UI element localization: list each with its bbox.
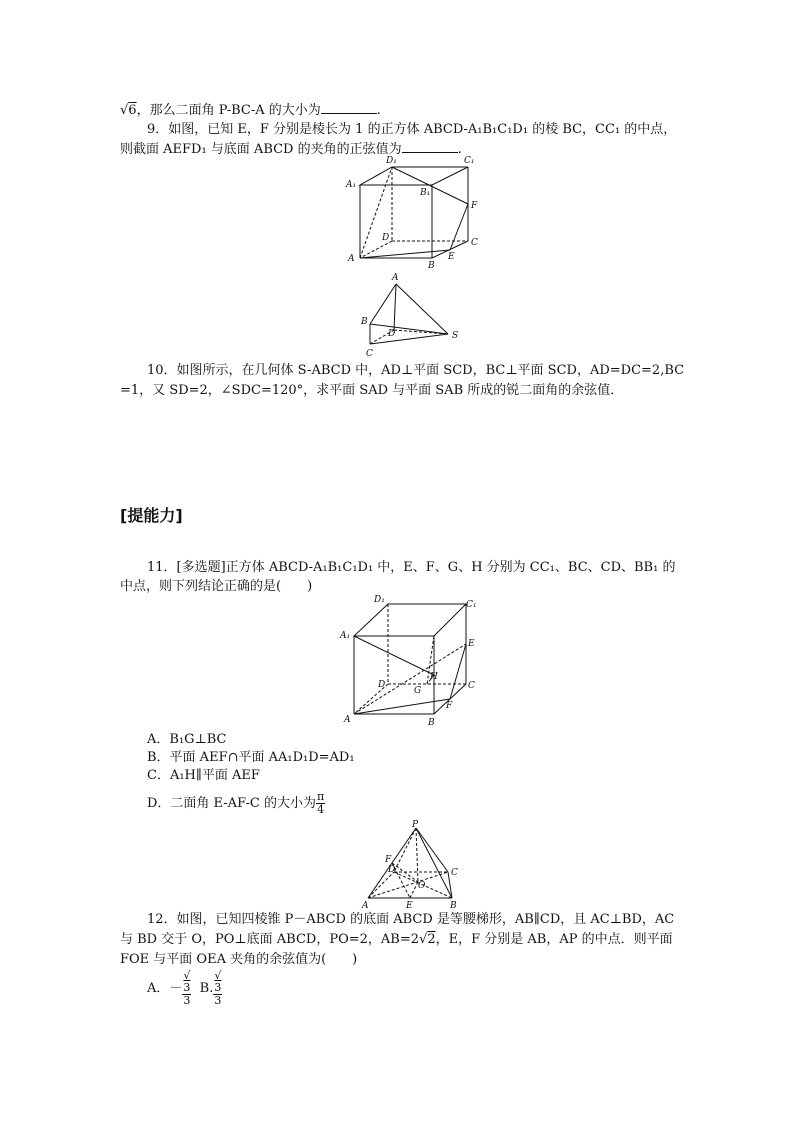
edge-EF [450, 204, 468, 250]
label-A: A [348, 254, 355, 264]
q12-options [147, 970, 707, 1007]
edge-AS [396, 284, 448, 334]
q11-option-d [147, 791, 707, 816]
edge-AD [368, 872, 394, 898]
label-C: C [468, 681, 475, 691]
q11-option-a: A．B₁G⊥BC [147, 732, 227, 747]
label-B: B [450, 901, 457, 911]
label-F: F [385, 855, 392, 865]
label-D: D [388, 329, 396, 339]
cube-top-face [354, 604, 466, 636]
label-S: S [452, 331, 459, 341]
q9-answer-blank [402, 139, 458, 153]
label-H: H [430, 672, 438, 682]
edge-AD1 [360, 167, 392, 258]
q12-line2-tail: ，E，F 分别是 AB，AP 的中点．则平面 [435, 932, 673, 947]
label-C: C [366, 349, 373, 359]
label-A1: A₁ [340, 631, 351, 641]
label-E: E [406, 901, 413, 911]
label-C1: C₁ [466, 600, 477, 610]
q11-line2: 中点，则下列结论正确的是( ) [120, 579, 313, 594]
sqrt-value: 3 [214, 981, 222, 994]
q10-line2: =1，又 SD=2，∠SDC=120°，求平面 SAD 与平面 SAB 所成的锐二面角的余弦值． [120, 383, 624, 398]
q10-line1: 10．如图所示，在几何体 S-ABCD 中，AD⊥平面 SCD，BC⊥平面 SCD，AD=DC=2,BC [147, 363, 685, 378]
label-B: B [428, 718, 435, 728]
label-C1: C₁ [464, 156, 475, 166]
q9-line2-text: 则截面 AEFD₁ 与底面 ABCD 的夹角的正弦值为 [120, 142, 402, 157]
label-E: E [468, 639, 475, 649]
label-A1: A₁ [346, 180, 357, 190]
fraction-numerator: √ 3 [183, 969, 191, 994]
sqrt-value: 3 [183, 981, 191, 994]
label-O: O [418, 881, 426, 891]
edge-CS [370, 334, 448, 344]
fraction-denominator: 4 [317, 803, 325, 816]
q8-tail: √6，那么二面角 P-BC-A 的大小为 . [120, 100, 680, 120]
q12-line3: FOE 与平面 OEA 夹角的余弦值为( ) [120, 952, 358, 967]
label-A: A [344, 715, 351, 725]
figure-q11-cube [340, 594, 490, 726]
label-F: F [446, 701, 453, 711]
fraction-numerator: π [316, 790, 325, 803]
cube-top-face [360, 167, 468, 185]
q12-option-b-label: B. [199, 981, 214, 996]
label-A: A [362, 901, 369, 911]
q8-answer-blank [321, 100, 377, 114]
q8-sqrt-value: 6 [128, 103, 137, 118]
label-B: B [361, 317, 368, 327]
q12-option-a-fraction [182, 970, 191, 1007]
section-title: [提能力] [120, 506, 183, 525]
edge-BS [370, 324, 448, 334]
fraction-denominator: 3 [214, 994, 222, 1007]
q9-line1: 9．如图，已知 E，F 分别是棱长为 1 的正方体 ABCD-A₁B₁C₁D₁ 的棱 BC，CC₁ 的中点， [147, 122, 677, 137]
q11-option-c: C．A₁H∥平面 AEF [147, 768, 260, 783]
label-B1: B₁ [420, 188, 431, 198]
fraction-numerator: √ 3 [214, 969, 222, 994]
edge-AD [394, 284, 396, 330]
figure-q9-cube [340, 155, 490, 270]
label-A: A [392, 273, 399, 283]
q11-line1: 11．[多选题]正方体 ABCD-A₁B₁C₁D₁ 中，E、F、G、H 分别为 CC₁、BC、CD、BB₁ 的 [147, 560, 676, 575]
label-D: D [382, 233, 390, 243]
q12-line1: 12．如图，已知四棱锥 P－ABCD 的底面 ABCD 是等腰梯形，AB∥CD，且 AC⊥BD，AC [147, 912, 675, 927]
label-D: D [388, 865, 396, 875]
edge-PC [416, 828, 448, 872]
label-G: G [414, 686, 422, 696]
q12-line2-text: 与 BD 交于 O，PO⊥底面 ABCD，PO=2，AB=2 [120, 932, 420, 947]
label-D1: D₁ [386, 156, 397, 166]
label-D1: D₁ [374, 595, 385, 605]
figure-q10 [358, 272, 468, 362]
q12-option-a-label: A．－ [147, 981, 183, 996]
label-E: E [448, 252, 455, 262]
edge-AB [370, 284, 396, 324]
q11-option-d-text: D．二面角 E-AF-C 的大小为 [147, 796, 316, 811]
q8-text: ，那么二面角 P-BC-A 的大小为 [136, 103, 321, 118]
q12-sqrt-value: 2 [427, 932, 436, 947]
q12-option-b-fraction [213, 970, 222, 1007]
q8-period: . [376, 103, 381, 118]
q11-option-d-fraction [316, 791, 325, 816]
edge-PA [368, 828, 416, 898]
edge-A1H [354, 636, 434, 675]
q12-line2: 与 BD 交于 O，PO⊥底面 ABCD，PO=2，AB=2√2，E，F 分别是 AB，AP 的中点．则平面 [120, 932, 673, 947]
q9-period: . [457, 142, 462, 157]
edge-PO [416, 828, 418, 882]
label-F: F [471, 201, 478, 211]
label-C: C [451, 868, 458, 878]
edge-PD [394, 828, 416, 872]
edge-AC [368, 872, 448, 898]
q11-option-b: B．平面 AEF∩平面 AA₁D₁D=AD₁ [147, 750, 355, 765]
label-D: D [378, 680, 386, 690]
fraction-denominator: 3 [183, 994, 191, 1007]
label-B: B [428, 261, 435, 271]
figure-q12-pyramid [360, 820, 470, 910]
label-P: P [412, 820, 419, 830]
label-C: C [471, 238, 478, 248]
